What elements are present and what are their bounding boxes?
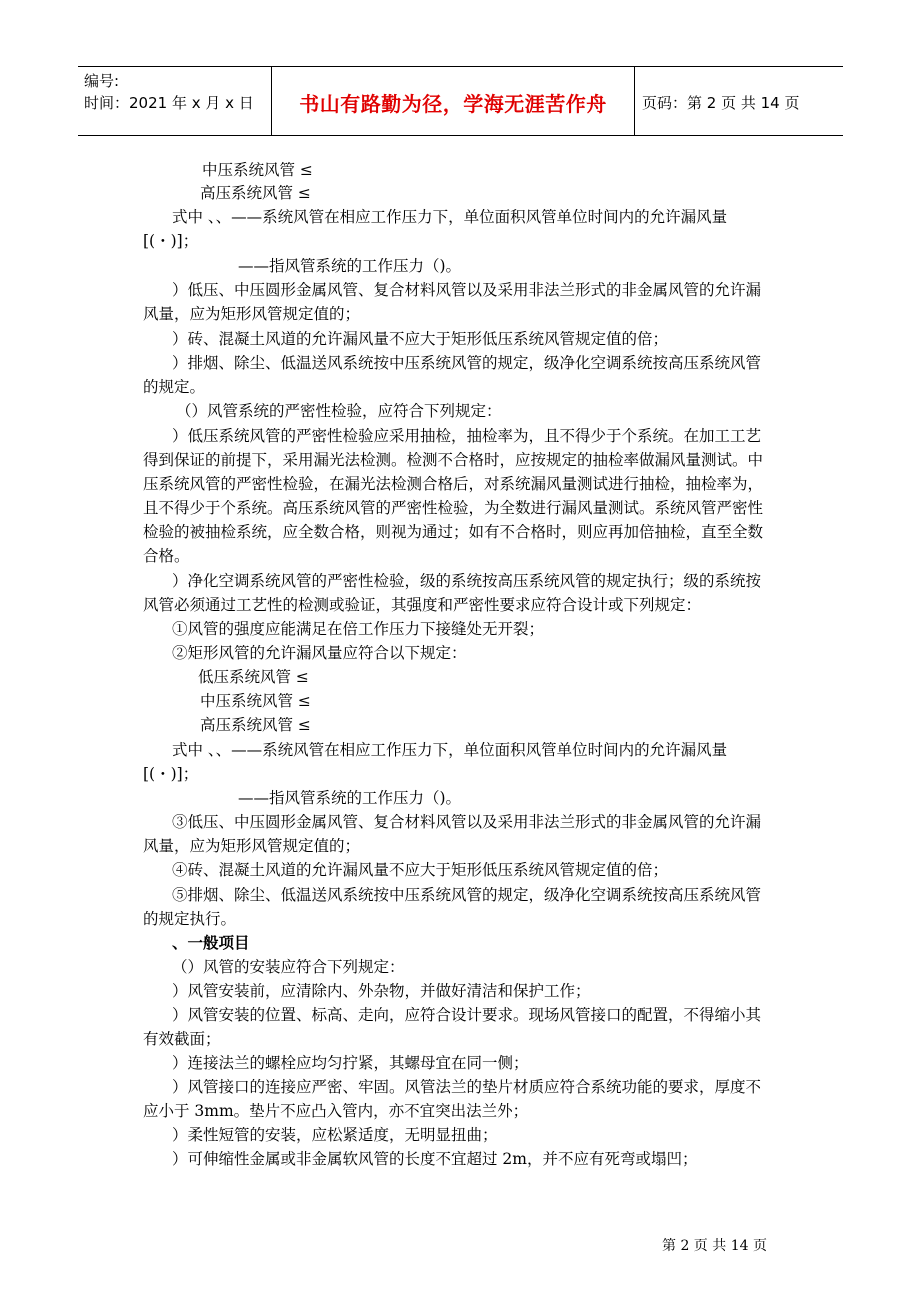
text-line: 高压系统风管 ≤ (200, 184, 311, 202)
text-line: （）风管的安装应符合下列规定： (172, 958, 405, 976)
text-line: [(・)]； (143, 232, 199, 250)
text-line: 的规定执行。 (143, 910, 237, 928)
text-line: ）低压、中压圆形金属风管、复合材料风管以及采用非法兰形式的非金属风管的允许漏 (172, 281, 762, 299)
text-line: 风量，应为矩形风管规定值的； (143, 837, 361, 855)
text-line: ）连接法兰的螺栓应均匀拧紧，其螺母宜在同一侧； (172, 1054, 529, 1072)
text-line: ①风管的强度应能满足在倍工作压力下接缝处无开裂； (172, 620, 545, 638)
text-line: 得到保证的前提下，采用漏光法检测。检测不合格时，应按规定的抽检率做漏风量测试。中 (143, 451, 764, 469)
text-line: 且不得少于个系统。高压系统风管的严密性检验，为全数进行漏风量测试。系统风管严密性 (143, 499, 764, 517)
text-line: ）可伸缩性金属或非金属软风管的长度不宜超过 2m，并不应有死弯或塌凹； (172, 1150, 698, 1168)
page-number-label: 页码：第 2 页 共 14 页 (642, 94, 800, 112)
footer-page-number: 第 2 页 共 14 页 (662, 1238, 767, 1254)
text-line: ⑤排烟、除尘、低温送风系统按中压系统风管的规定，级净化空调系统按高压系统风管 (172, 886, 762, 904)
header-bottom-rule (78, 135, 843, 136)
text-line: 风管必须通过工艺性的检测或验证，其强度和严密性要求应符合设计或下列规定： (143, 596, 702, 614)
text-line: ②矩形风管的允许漏风量应符合以下规定： (172, 644, 467, 662)
text-line: 中压系统风管 ≤ (202, 161, 313, 179)
text-line: [(・)]； (143, 765, 199, 783)
text-line: 压系统风管的严密性检验，在漏光法检测合格后，对系统漏风量测试进行抽检，抽检率为， (143, 475, 764, 493)
time-label: 时间：2021 年 x 月 x 日 (84, 94, 254, 112)
text-line: 的规定。 (143, 378, 206, 396)
text-line: ）柔性短管的安装，应松紧适度，无明显扭曲； (172, 1126, 498, 1144)
text-line: ——指风管系统的工作压力（)。 (238, 257, 462, 275)
text-line: ）低压系统风管的严密性检验应采用抽检，抽检率为，且不得少于个系统。在加工工艺 (172, 427, 762, 445)
header-divider-right (634, 67, 635, 135)
text-line: 中压系统风管 ≤ (200, 692, 311, 710)
text-line: 检验的被抽检系统，应全数合格，则视为通过；如有不合格时，则应再加倍抽检，直至全数 (143, 523, 764, 541)
section-heading: 、一般项目 (172, 933, 250, 952)
text-line: 应小于 3mm。垫片不应凸入管内，亦不宜突出法兰外； (143, 1102, 529, 1120)
text-line: ——指风管系统的工作压力（)。 (238, 789, 462, 807)
header-top-rule (78, 66, 843, 67)
text-line: 高压系统风管 ≤ (200, 716, 311, 734)
text-line: ④砖、混凝土风道的允许漏风量不应大于矩形低压系统风管规定值的倍； (172, 861, 669, 879)
text-line: ）砖、混凝土风道的允许漏风量不应大于矩形低压系统风管规定值的倍； (172, 330, 669, 348)
text-line: 有效截面； (143, 1030, 221, 1048)
text-line: 低压系统风管 ≤ (198, 668, 309, 686)
text-line: 风量，应为矩形风管规定值的； (143, 305, 361, 323)
text-line: 合格。 (143, 547, 190, 565)
text-line: ）净化空调系统风管的严密性检验，级的系统按高压系统风管的规定执行；级的系统按 (172, 572, 762, 590)
text-line: 式中 、、——系统风管在相应工作压力下，单位面积风管单位时间内的允许漏风量 (172, 741, 728, 759)
serial-label: 编号: (84, 72, 120, 90)
text-line: ）风管安装的位置、标高、走向，应符合设计要求。现场风管接口的配置，不得缩小其 (172, 1006, 762, 1024)
text-line: 式中 、、——系统风管在相应工作压力下，单位面积风管单位时间内的允许漏风量 (172, 208, 728, 226)
text-line: ）风管接口的连接应严密、牢固。风管法兰的垫片材质应符合系统功能的要求，厚度不 (172, 1078, 762, 1096)
motto-text: 书山有路勤为径，学海无涯苦作舟 (299, 92, 607, 116)
text-line: ③低压、中压圆形金属风管、复合材料风管以及采用非法兰形式的非金属风管的允许漏 (172, 813, 762, 831)
text-line: ）风管安装前，应清除内、外杂物，并做好清洁和保护工作； (172, 982, 591, 1000)
text-line: （）风管系统的严密性检验，应符合下列规定： (176, 402, 502, 420)
text-line: ）排烟、除尘、低温送风系统按中压系统风管的规定，级净化空调系统按高压系统风管 (172, 354, 762, 372)
